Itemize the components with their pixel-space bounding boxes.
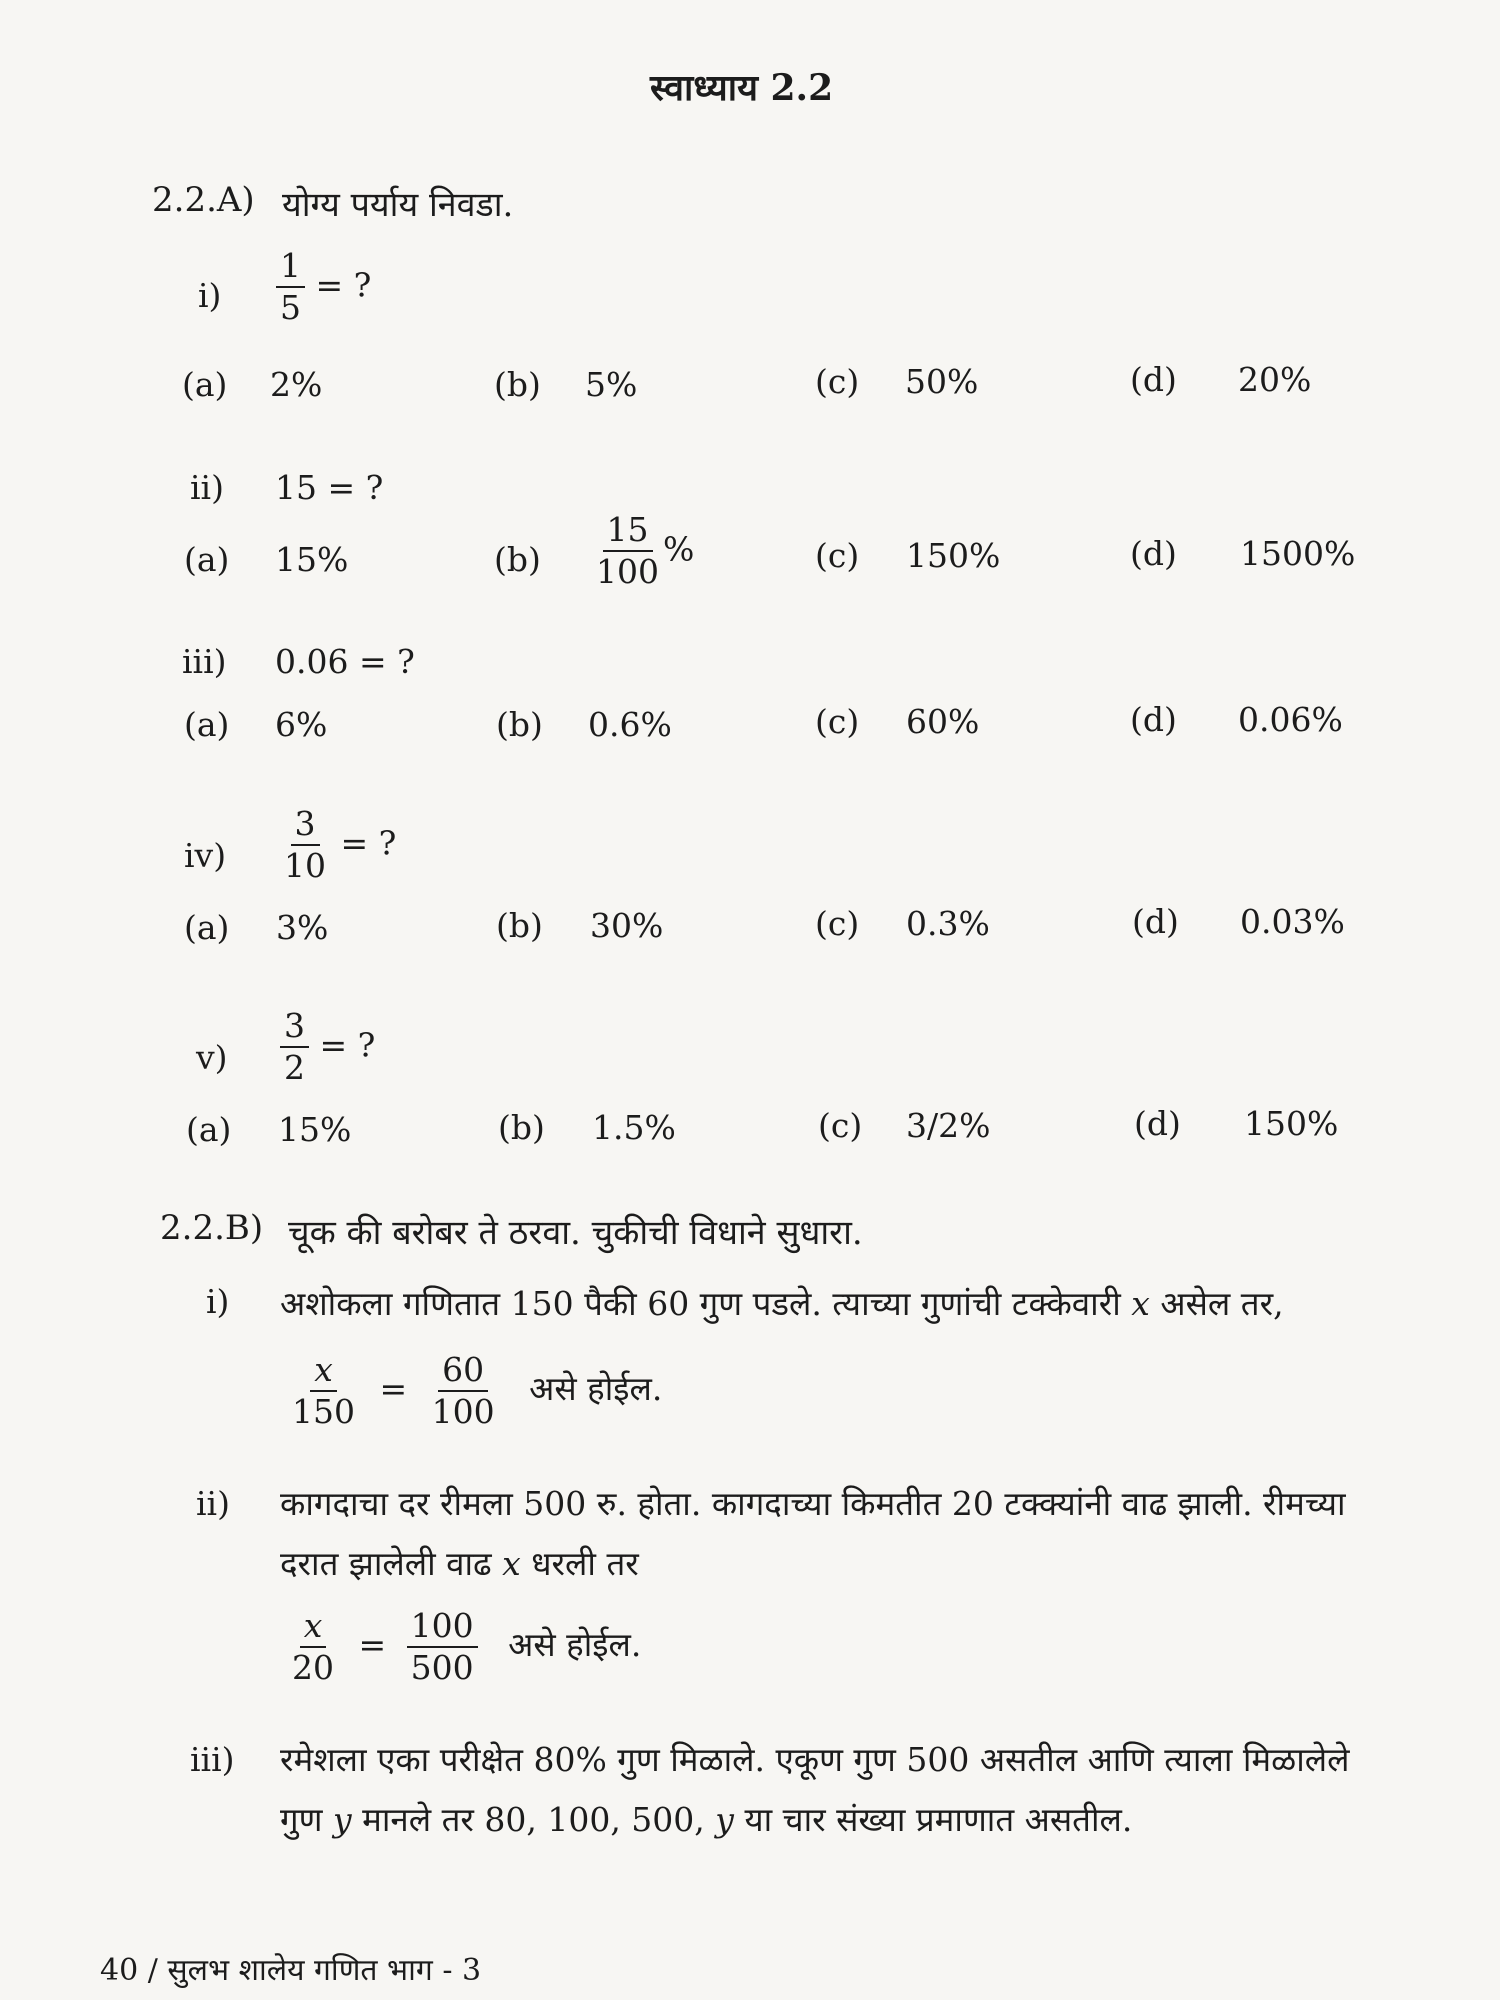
section-a-number: 2.2.A): [152, 180, 255, 220]
option-value: 3%: [276, 908, 329, 947]
option-label: (a): [186, 1110, 232, 1149]
item-text: रमेशला एका परीक्षेत 80% गुण मिळाले. एकूण गुण 500 असतील आणि त्याला मिळालेले: [280, 1740, 1350, 1779]
question-expression: 0.06 = ?: [275, 642, 415, 681]
option-value: 6%: [275, 705, 328, 744]
option-label: (c): [815, 362, 860, 401]
section-b-heading: चूक की बरोबर ते ठरवा. चुकीची विधाने सुधारा.: [288, 1213, 863, 1253]
option-value: 50%: [905, 362, 979, 401]
option-label: (a): [182, 365, 228, 404]
option-value: 0.03%: [1240, 902, 1345, 941]
question-label: v): [196, 1038, 228, 1077]
page-footer: 40 / सुलभ शालेय गणित भाग - 3: [100, 1953, 482, 1988]
option-label: (d): [1130, 534, 1177, 573]
option-label: (b): [496, 906, 543, 945]
item-label: i): [206, 1282, 230, 1321]
option-value: 1500%: [1240, 534, 1356, 573]
fraction: $\frac{x}{20}$: [292, 1606, 334, 1688]
question-label: iii): [182, 642, 227, 681]
question-label: i): [198, 276, 222, 315]
item-text: दरात झालेली वाढ x धरली तर: [280, 1544, 639, 1583]
question-expression: 15 = ?: [275, 468, 384, 507]
option-label: (c): [815, 702, 860, 741]
question-label: ii): [190, 468, 224, 507]
option-label: (a): [184, 705, 230, 744]
question-expression: $\frac{3}{2}$ = ?: [280, 1008, 375, 1087]
section-b-number: 2.2.B): [160, 1208, 264, 1248]
option-label: (c): [815, 904, 860, 943]
option-value: 20%: [1238, 360, 1312, 399]
option-label: (c): [815, 536, 860, 575]
option-label: (a): [184, 540, 230, 579]
fraction: $\frac{x}{150}$: [292, 1350, 355, 1432]
option-value: 0.3%: [906, 904, 990, 943]
option-label: (d): [1130, 360, 1177, 399]
option-value: 0.06%: [1238, 700, 1343, 739]
option-value: 0.6%: [588, 705, 672, 744]
option-label: (b): [494, 365, 541, 404]
item-label: ii): [196, 1484, 230, 1523]
option-label: (a): [184, 908, 230, 947]
option-value: 2%: [270, 365, 323, 404]
question-expression: $\frac{1}{5}$ = ?: [276, 248, 371, 327]
option-label: (d): [1132, 902, 1179, 941]
fraction: $\frac{60}{100}$: [431, 1350, 495, 1432]
option-label: (b): [494, 540, 541, 579]
fraction: $\frac{15}{100}$: [596, 510, 659, 592]
page-title: स्वाध्याय 2.2: [650, 67, 834, 109]
option-value: 30%: [590, 906, 664, 945]
option-label: (d): [1130, 700, 1177, 739]
item-label: iii): [190, 1740, 235, 1779]
item-text: कागदाचा दर रीमला 500 रु. होता. कागदाच्या किमतीत 20 टक्क्यांनी वाढ झाली. रीमच्या: [280, 1484, 1346, 1523]
option-value: 15%: [278, 1110, 352, 1149]
option-value: 150%: [906, 536, 1001, 575]
option-label: (c): [818, 1106, 863, 1145]
option-value: 15%: [275, 540, 349, 579]
question-label: iv): [184, 836, 227, 875]
equation: $\frac{x}{150}$ = $\frac{60}{100}$ असे होईल.: [288, 1352, 662, 1431]
fraction: $\frac{3}{10}$: [284, 804, 326, 886]
option-value: $\frac{15}{100}$ %: [592, 512, 694, 591]
option-value: 1.5%: [592, 1108, 676, 1147]
option-value: 3/2%: [906, 1106, 991, 1145]
item-text: गुण y मानले तर 80, 100, 500, y या चार संख्या प्रमाणात असतील.: [280, 1800, 1133, 1839]
section-a-heading: योग्य पर्याय निवडा.: [282, 185, 514, 225]
option-value: 5%: [585, 365, 638, 404]
option-label: (d): [1134, 1104, 1181, 1143]
question-expression: $\frac{3}{10}$ = ?: [280, 806, 396, 885]
fraction: $\frac{100}{500}$: [407, 1608, 478, 1687]
option-label: (b): [498, 1108, 545, 1147]
option-label: (b): [496, 705, 543, 744]
item-text: अशोकला गणितात 150 पैकी 60 गुण पडले. त्याच्या गुणांची टक्केवारी x असेल तर,: [280, 1284, 1284, 1323]
option-value: 150%: [1244, 1104, 1339, 1143]
fraction: $\frac{3}{2}$: [280, 1008, 309, 1087]
option-value: 60%: [906, 702, 980, 741]
equation: $\frac{x}{20}$ = $\frac{100}{500}$ असे होईल.: [288, 1608, 641, 1687]
fraction: $\frac{1}{5}$: [276, 248, 305, 327]
